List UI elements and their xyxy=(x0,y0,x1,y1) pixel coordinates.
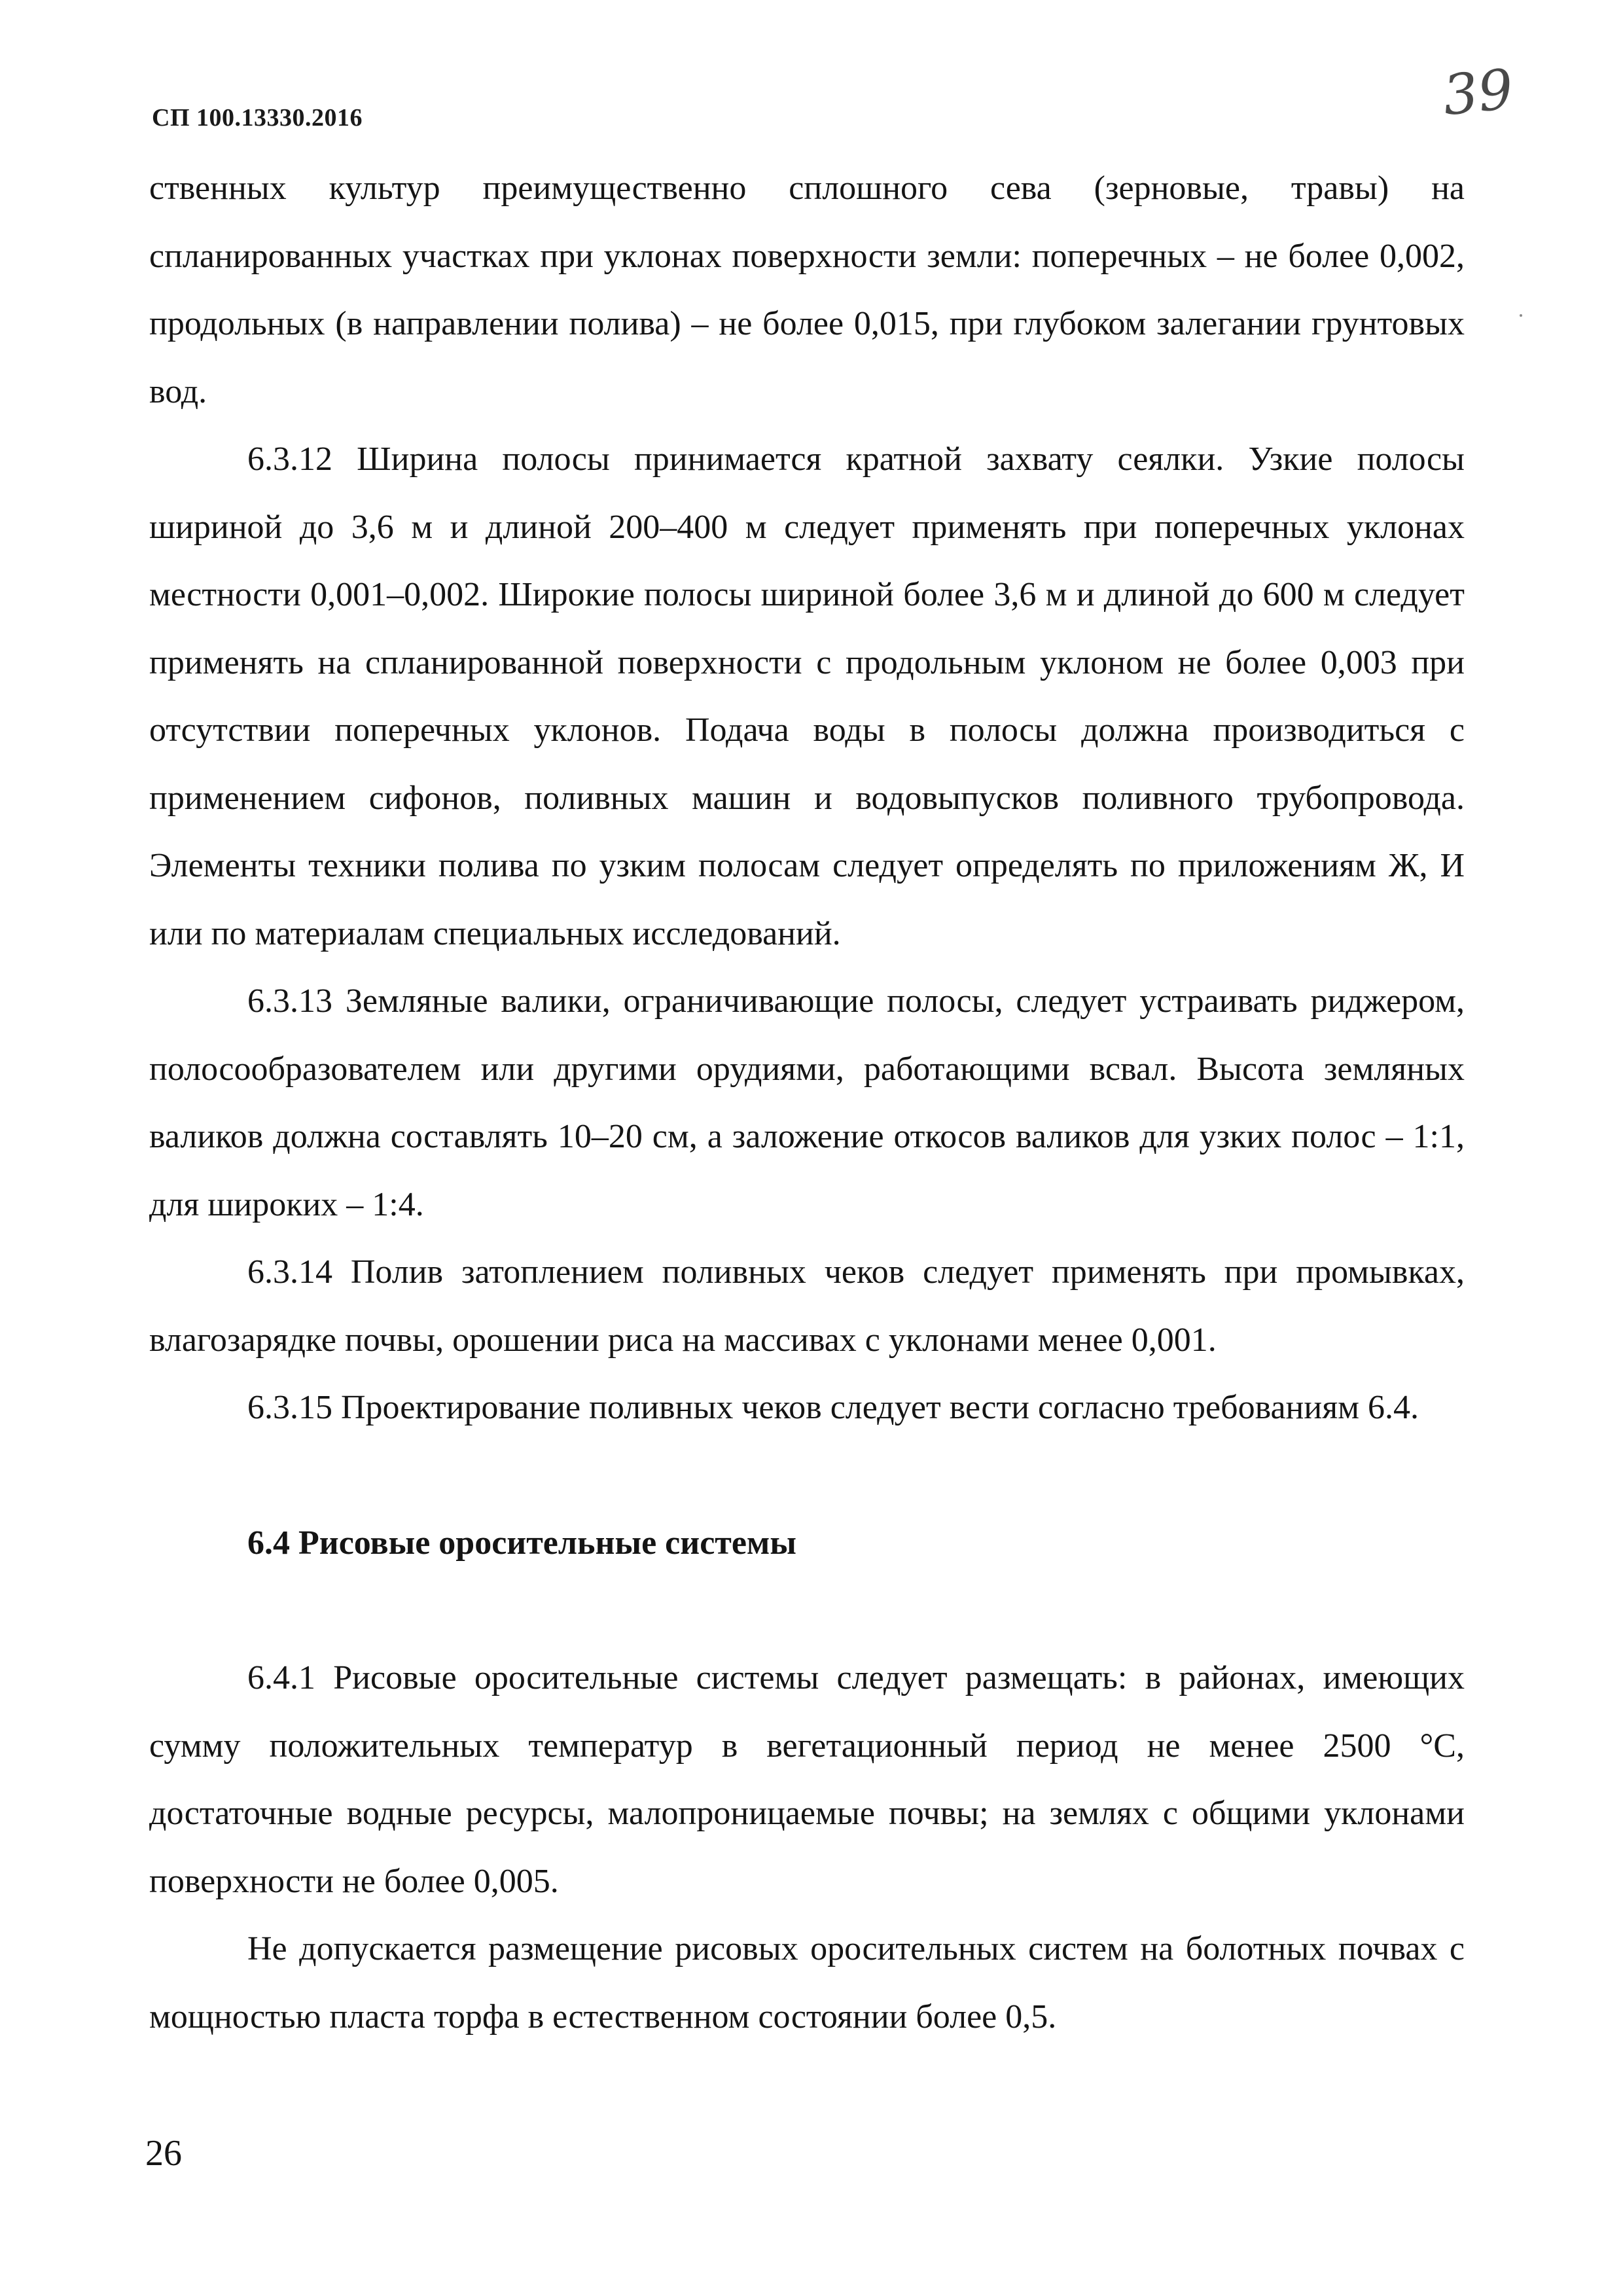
page-number: 26 xyxy=(145,2133,182,2174)
paragraph-6-3-13: 6.3.13 Земляные валики, ограничивающие полосы, следует устраивать риджером, полосообразователем или другими орудиями, работающими всвал. Высота земляных валиков должна составлять 10–20 см, а заложение откосов валиков для узких полос – 1:1, для широких – 1:4. xyxy=(149,982,1465,1223)
paragraph-continuation: ственных культур преимущественно сплошного сева (зерновые, травы) на спланированных участках при уклонах поверхности земли: поперечных – не более 0,002, продольных (в направлении полива) – не более 0,015, при глубоком залегании грунтовых вод. xyxy=(149,170,1465,410)
handwritten-page-number: 39 xyxy=(1440,56,1516,128)
paragraph-6-3-12: 6.3.12 Ширина полосы принимается кратной захвату сеялки. Узкие полосы шириной до 3,6 м и длиной 200–400 м следует применять при поперечных уклонах местности 0,001–0,002. Широкие полосы шириной более 3,6 м и длиной до 600 м следует применять на спланированной поверхности с продольным уклоном не более 0,003 при отсутствии поперечных уклонов. Подача воды в полосы должна производиться с применением сифонов, поливных машин и водовыпусков поливного трубопровода. Элементы техники полива по узким полосам следует определять по приложениям Ж, И или по материалам специальных исследований. xyxy=(149,440,1465,952)
paragraph-6-4-1: 6.4.1 Рисовые оросительные системы следует размещать: в районах, имеющих сумму положительных температур в вегетационный период не менее 2500 °С, достаточные водные ресурсы, малопроницаемые почвы; на землях с общими уклонами поверхности не более 0,005. xyxy=(149,1659,1465,1900)
document-body xyxy=(149,154,1465,2051)
section-heading: 6.4 Рисовые оросительные системы xyxy=(247,1524,796,1562)
document-code: СП 100.13330.2016 xyxy=(152,104,363,132)
scan-speck xyxy=(1520,314,1522,317)
paragraph-6-3-15: 6.3.15 Проектирование поливных чеков следует вести согласно требованиям 6.4. xyxy=(247,1389,1419,1426)
paragraph-6-3-14: 6.3.14 Полив затоплением поливных чеков следует применять при промывках, влагозарядке почвы, орошении риса на массивах с уклонами менее 0,001. xyxy=(149,1253,1465,1359)
paragraph-restriction: Не допускается размещение рисовых оросительных систем на болотных почвах с мощностью пласта торфа в естественном состоянии более 0,5. xyxy=(149,1930,1465,2036)
